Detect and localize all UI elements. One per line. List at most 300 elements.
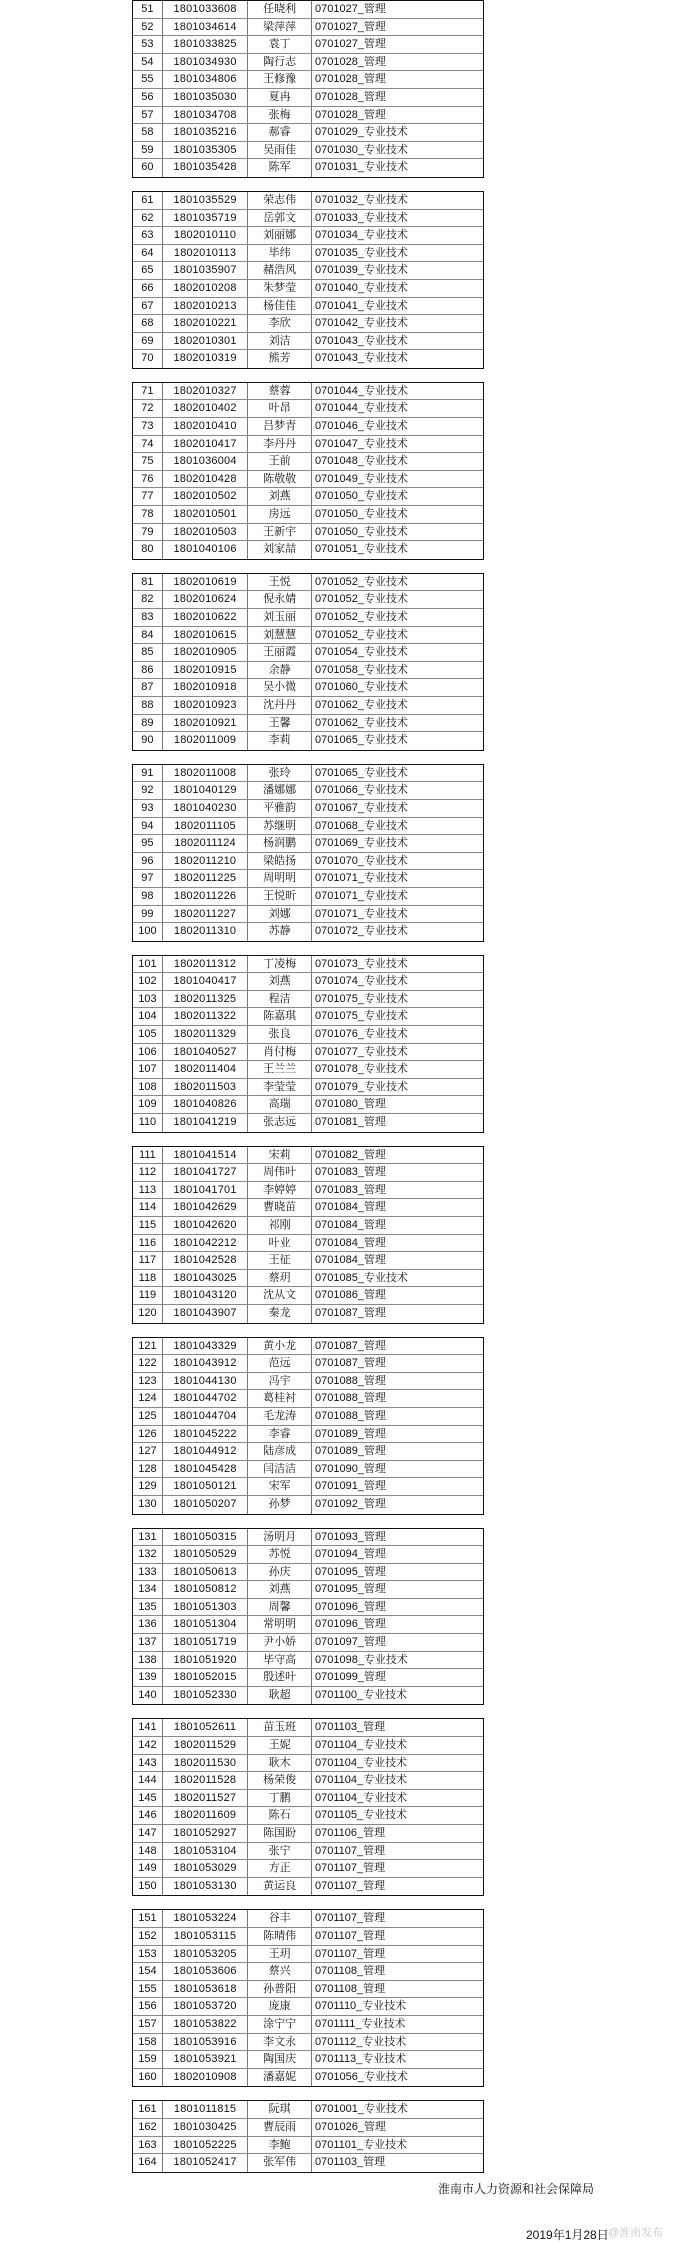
position-code-cell: 0701090_管理: [314, 1462, 386, 1475]
exam-id-cell: 1801030425: [163, 2119, 249, 2136]
exam-id-cell: 1801035428: [163, 159, 249, 177]
candidate-name-cell: 沈丹丹: [248, 697, 312, 714]
table-row: [133, 1355, 483, 1373]
position-code-cell: 0701054_专业技术: [314, 646, 408, 659]
candidate-name-cell: 耿超: [248, 1687, 312, 1705]
table-row: [133, 524, 483, 542]
candidate-name-cell: 王丽霞: [248, 644, 312, 661]
row-number-cell: 95: [133, 835, 163, 852]
row-number-cell: 154: [133, 1963, 163, 1980]
table-row: [133, 1270, 483, 1288]
table-row: [133, 2016, 483, 2034]
candidate-name-cell: 陈晴伟: [248, 1928, 312, 1945]
candidate-name-cell: 李莹莹: [248, 1079, 312, 1096]
table-row: [133, 662, 483, 680]
row-number-cell: 82: [133, 591, 163, 608]
position-code-cell: 0701075_专业技术: [314, 992, 408, 1005]
position-code-cell: 0701047_专业技术: [314, 437, 408, 450]
position-code-cell: 0701044_专业技术: [314, 402, 408, 415]
row-number-cell: 131: [133, 1529, 163, 1546]
position-code-cell: 0701093_管理: [314, 1530, 386, 1543]
candidate-name-cell: 张梅: [248, 107, 312, 124]
exam-id-cell: 1801033825: [163, 36, 249, 53]
table-row: [133, 1790, 483, 1808]
table-row: [133, 159, 483, 177]
row-number-cell: 91: [133, 765, 163, 782]
exam-id-cell: 1802010327: [163, 383, 249, 400]
exam-id-cell: 1801053029: [163, 1860, 249, 1877]
row-number-cell: 96: [133, 853, 163, 870]
row-number-cell: 81: [133, 574, 163, 591]
table-row: [133, 1843, 483, 1861]
exam-id-cell: 1801045222: [163, 1426, 249, 1443]
row-number-cell: 113: [133, 1182, 163, 1199]
candidate-name-cell: 刘燕: [248, 1581, 312, 1598]
row-number-cell: 90: [133, 732, 163, 750]
exam-id-cell: 1802010319: [163, 350, 249, 368]
position-code-cell: 0701043_专业技术: [314, 334, 408, 347]
candidate-name-cell: 袁丁: [248, 36, 312, 53]
exam-id-cell: 1801034930: [163, 54, 249, 71]
position-code-cell: 0701103_管理: [314, 1721, 386, 1734]
candidate-name-cell: 平雅韵: [248, 800, 312, 817]
table-row: [133, 679, 483, 697]
position-code-cell: 0701104_专业技术: [314, 1739, 408, 1752]
candidate-name-cell: 曹辰雨: [248, 2119, 312, 2136]
table-row: [133, 1252, 483, 1270]
exam-id-cell: 1802010622: [163, 609, 249, 626]
exam-id-cell: 1801041701: [163, 1182, 249, 1199]
row-number-cell: 85: [133, 644, 163, 661]
table-row: [133, 1426, 483, 1444]
exam-id-cell: 1802010619: [163, 574, 249, 591]
row-number-cell: 151: [133, 1910, 163, 1927]
candidate-name-cell: 冯宇: [248, 1373, 312, 1390]
exam-id-cell: 1802010501: [163, 506, 249, 523]
row-number-cell: 65: [133, 262, 163, 279]
candidate-name-cell: 宋莉: [248, 1147, 312, 1164]
table-row: [133, 1061, 483, 1079]
exam-id-cell: 1801040106: [163, 541, 249, 559]
table-row: [133, 973, 483, 991]
position-code-cell: 0701066_专业技术: [314, 784, 408, 797]
exam-id-cell: 1801044702: [163, 1390, 249, 1407]
candidate-name-cell: 李睿: [248, 1426, 312, 1443]
candidate-name-cell: 周馨: [248, 1599, 312, 1616]
row-number-cell: 79: [133, 524, 163, 541]
candidate-name-cell: 潘嘉妮: [248, 2069, 312, 2087]
candidate-name-cell: 沈从文: [248, 1287, 312, 1304]
position-code-cell: 0701071_专业技术: [314, 872, 408, 885]
row-number-cell: 59: [133, 142, 163, 159]
exam-id-cell: 1801052611: [163, 1719, 249, 1736]
exam-id-cell: 1802011210: [163, 853, 249, 870]
exam-id-cell: 1801040527: [163, 1044, 249, 1061]
row-number-cell: 74: [133, 436, 163, 453]
table-row: [133, 1755, 483, 1773]
candidate-name-cell: 刘慧慧: [248, 627, 312, 644]
candidate-name-cell: 张宁: [248, 1843, 312, 1860]
position-code-cell: 0701113_专业技术: [314, 2053, 407, 2066]
table-row: [133, 1529, 483, 1547]
table-row: [133, 298, 483, 316]
row-number-cell: 98: [133, 888, 163, 905]
candidate-name-cell: 曹晓苗: [248, 1199, 312, 1216]
row-number-cell: 159: [133, 2051, 163, 2068]
row-number-cell: 112: [133, 1164, 163, 1181]
table-row: [133, 906, 483, 924]
row-number-cell: 104: [133, 1008, 163, 1025]
row-number-cell: 161: [133, 2101, 163, 2118]
table-row: [133, 1235, 483, 1253]
row-number-cell: 56: [133, 89, 163, 106]
candidate-name-cell: 刘燕: [248, 488, 312, 505]
candidate-name-cell: 陈敬敬: [248, 471, 312, 488]
row-number-cell: 77: [133, 488, 163, 505]
table-row: [133, 1217, 483, 1235]
position-code-cell: 0701087_管理: [314, 1357, 386, 1370]
row-number-cell: 66: [133, 280, 163, 297]
exam-id-cell: 1801042212: [163, 1235, 249, 1252]
candidate-name-cell: 张良: [248, 1026, 312, 1043]
exam-id-cell: 1801040129: [163, 782, 249, 799]
exam-id-cell: 1802010113: [163, 245, 249, 262]
exam-id-cell: 1802011105: [163, 818, 249, 835]
candidate-name-cell: 肖付梅: [248, 1044, 312, 1061]
exam-id-cell: 1801041727: [163, 1164, 249, 1181]
exam-id-cell: 1801052225: [163, 2137, 249, 2154]
position-code-cell: 0701052_专业技术: [314, 628, 408, 641]
row-number-cell: 109: [133, 1096, 163, 1113]
row-number-cell: 72: [133, 400, 163, 417]
exam-id-cell: 1801053115: [163, 1928, 249, 1945]
position-code-cell: 0701028_管理: [314, 73, 386, 86]
exam-id-cell: 1801051304: [163, 1616, 249, 1633]
candidate-name-cell: 陆彦成: [248, 1443, 312, 1460]
table-row: [133, 835, 483, 853]
position-code-cell: 0701049_专业技术: [314, 472, 408, 485]
table-row: [133, 591, 483, 609]
table-row: [133, 488, 483, 506]
row-number-cell: 149: [133, 1860, 163, 1877]
position-code-cell: 0701107_管理: [314, 1844, 386, 1857]
candidate-name-cell: 陈国盼: [248, 1825, 312, 1842]
table-row: [133, 280, 483, 298]
row-number-cell: 148: [133, 1843, 163, 1860]
table-row: [133, 609, 483, 627]
row-number-cell: 103: [133, 991, 163, 1008]
candidate-name-cell: 孙梦: [248, 1496, 312, 1514]
position-code-cell: 0701041_专业技术: [314, 299, 408, 312]
position-code-cell: 0701104_专业技术: [314, 1774, 408, 1787]
exam-id-cell: 1801041514: [163, 1147, 249, 1164]
candidate-name-cell: 任晓利: [248, 1, 312, 18]
position-code-cell: 0701096_管理: [314, 1618, 386, 1631]
position-code-cell: 0701089_管理: [314, 1445, 386, 1458]
candidate-name-cell: 蔡蓉: [248, 383, 312, 400]
candidate-name-cell: 梁萍萍: [248, 19, 312, 36]
candidate-name-cell: 苗玉班: [248, 1719, 312, 1736]
position-code-cell: 0701028_管理: [314, 108, 386, 121]
position-code-cell: 0701073_专业技术: [314, 957, 408, 970]
exam-id-cell: 1802010502: [163, 488, 249, 505]
position-code-cell: 0701104_专业技术: [314, 1791, 408, 1804]
position-code-cell: 0701095_管理: [314, 1583, 386, 1596]
exam-id-cell: 1802010208: [163, 280, 249, 297]
row-number-cell: 121: [133, 1338, 163, 1355]
candidate-name-cell: 方正: [248, 1860, 312, 1877]
exam-id-cell: 1801034708: [163, 107, 249, 124]
position-code-cell: 0701042_专业技术: [314, 317, 408, 330]
position-code-cell: 0701080_管理: [314, 1098, 386, 1111]
table-row: [133, 1946, 483, 1964]
row-number-cell: 134: [133, 1581, 163, 1598]
candidate-name-cell: 程洁: [248, 991, 312, 1008]
table-row: [133, 1008, 483, 1026]
row-number-cell: 106: [133, 1044, 163, 1061]
table-row: [133, 1443, 483, 1461]
candidate-name-cell: 陈嘉琪: [248, 1008, 312, 1025]
candidate-name-cell: 王征: [248, 1252, 312, 1269]
table-row: [133, 1408, 483, 1426]
exam-id-cell: 1801033608: [163, 1, 249, 18]
row-number-cell: 119: [133, 1287, 163, 1304]
table-row: [133, 1807, 483, 1825]
candidate-name-cell: 王修豫: [248, 71, 312, 88]
position-code-cell: 0701086_管理: [314, 1289, 386, 1302]
row-number-cell: 123: [133, 1373, 163, 1390]
row-number-cell: 114: [133, 1199, 163, 1216]
candidate-name-cell: 耿木: [248, 1755, 312, 1772]
exam-id-cell: 1802010428: [163, 471, 249, 488]
row-number-cell: 140: [133, 1687, 163, 1705]
position-code-cell: 0701035_专业技术: [314, 246, 408, 259]
candidate-name-cell: 陈石: [248, 1807, 312, 1824]
row-number-cell: 67: [133, 298, 163, 315]
row-number-cell: 133: [133, 1564, 163, 1581]
table-row: [133, 1199, 483, 1217]
candidate-name-cell: 常明明: [248, 1616, 312, 1633]
candidate-name-cell: 孙普阳: [248, 1981, 312, 1998]
row-number-cell: 69: [133, 333, 163, 350]
table-row: [133, 782, 483, 800]
exam-id-cell: 1802011404: [163, 1061, 249, 1078]
position-code-cell: 0701100_专业技术: [314, 1688, 408, 1701]
position-code-cell: 0701092_管理: [314, 1497, 386, 1510]
exam-id-cell: 1801053205: [163, 1946, 249, 1963]
exam-id-cell: 1801052330: [163, 1687, 249, 1705]
table-row: [133, 1687, 483, 1705]
position-code-cell: 0701084_管理: [314, 1236, 386, 1249]
position-code-cell: 0701108_管理: [314, 1982, 386, 1995]
exam-id-cell: 1801050315: [163, 1529, 249, 1546]
position-code-cell: 0701101_专业技术: [314, 2138, 408, 2151]
table-row: [133, 627, 483, 645]
candidate-name-cell: 吴雨佳: [248, 142, 312, 159]
exam-id-cell: 1801035305: [163, 142, 249, 159]
row-number-cell: 89: [133, 715, 163, 732]
candidate-name-cell: 王妮: [248, 1737, 312, 1754]
exam-id-cell: 1801040417: [163, 973, 249, 990]
candidate-name-cell: 李婷婷: [248, 1182, 312, 1199]
row-number-cell: 157: [133, 2016, 163, 2033]
table-row: [133, 89, 483, 107]
position-code-cell: 0701082_管理: [314, 1148, 386, 1161]
table-row: [133, 1599, 483, 1617]
candidate-name-cell: 毕守高: [248, 1652, 312, 1669]
exam-id-cell: 1802011225: [163, 870, 249, 887]
exam-id-cell: 1801043120: [163, 1287, 249, 1304]
exam-id-cell: 1802010918: [163, 679, 249, 696]
table-row: [133, 1928, 483, 1946]
table-row: [133, 697, 483, 715]
row-number-cell: 110: [133, 1114, 163, 1132]
row-number-cell: 137: [133, 1634, 163, 1651]
position-code-cell: 0701094_管理: [314, 1548, 386, 1561]
position-code-cell: 0701096_管理: [314, 1600, 386, 1613]
row-number-cell: 160: [133, 2069, 163, 2087]
table-row: [133, 436, 483, 454]
exam-id-cell: 1802011329: [163, 1026, 249, 1043]
exam-id-cell: 1802010624: [163, 591, 249, 608]
table-row: [133, 1305, 483, 1323]
position-code-cell: 0701111_专业技术: [314, 2017, 406, 2030]
position-code-cell: 0701046_专业技术: [314, 420, 408, 433]
candidate-name-cell: 葛桂衬: [248, 1390, 312, 1407]
position-code-cell: 0701062_专业技术: [314, 698, 408, 711]
position-code-cell: 0701056_专业技术: [314, 2070, 408, 2083]
position-code-cell: 0701068_专业技术: [314, 819, 408, 832]
row-number-cell: 111: [133, 1147, 163, 1164]
table-row: [133, 54, 483, 72]
table-row: [133, 142, 483, 160]
row-number-cell: 68: [133, 315, 163, 332]
table-block: [132, 1909, 484, 2087]
exam-id-cell: 1802011009: [163, 732, 249, 750]
table-block: [132, 764, 484, 942]
candidate-name-cell: 张军伟: [248, 2154, 312, 2172]
candidate-name-cell: 涂宁宁: [248, 2016, 312, 2033]
position-code-cell: 0701060_专业技术: [314, 681, 408, 694]
row-number-cell: 147: [133, 1825, 163, 1842]
exam-id-cell: 1801035030: [163, 89, 249, 106]
row-number-cell: 124: [133, 1390, 163, 1407]
position-code-cell: 0701030_专业技术: [314, 143, 408, 156]
exam-id-cell: 1801040826: [163, 1096, 249, 1113]
position-code-cell: 0701107_管理: [314, 1929, 386, 1942]
position-code-cell: 0701084_管理: [314, 1219, 386, 1231]
exam-id-cell: 1801045428: [163, 1461, 249, 1478]
exam-id-cell: 1801050613: [163, 1564, 249, 1581]
exam-id-cell: 1802011528: [163, 1772, 249, 1789]
exam-id-cell: 1802010213: [163, 298, 249, 315]
table-row: [133, 36, 483, 54]
row-number-cell: 152: [133, 1928, 163, 1945]
row-number-cell: 102: [133, 973, 163, 990]
position-code-cell: 0701028_管理: [314, 90, 386, 103]
row-number-cell: 135: [133, 1599, 163, 1616]
exam-id-cell: 1801042620: [163, 1217, 249, 1234]
row-number-cell: 142: [133, 1737, 163, 1754]
exam-id-cell: 1801053921: [163, 2051, 249, 2068]
candidate-name-cell: 朱梦莹: [248, 280, 312, 297]
table-row: [133, 1164, 483, 1182]
row-number-cell: 130: [133, 1496, 163, 1514]
position-code-cell: 0701027_管理: [314, 38, 386, 51]
table-row: [133, 471, 483, 489]
position-code-cell: 0701107_管理: [314, 1912, 386, 1925]
exam-id-cell: 1802010908: [163, 2069, 249, 2087]
position-code-cell: 0701087_管理: [314, 1306, 386, 1319]
table-row: [133, 1910, 483, 1928]
exam-id-cell: 1802011529: [163, 1737, 249, 1754]
position-code-cell: 0701087_管理: [314, 1339, 386, 1352]
position-code-cell: 0701029_专业技术: [314, 126, 408, 139]
position-code-cell: 0701105_专业技术: [314, 1809, 408, 1822]
exam-id-cell: 1801050121: [163, 1478, 249, 1495]
position-code-cell: 0701079_专业技术: [314, 1080, 408, 1093]
candidate-name-cell: 王新宇: [248, 524, 312, 541]
row-number-cell: 107: [133, 1061, 163, 1078]
table-row: [133, 2119, 483, 2137]
candidate-name-cell: 杨润鹏: [248, 835, 312, 852]
candidate-name-cell: 丁凌梅: [248, 956, 312, 973]
candidate-name-cell: 刘娜: [248, 906, 312, 923]
table-row: [133, 870, 483, 888]
table-row: [133, 1772, 483, 1790]
row-number-cell: 70: [133, 350, 163, 368]
exam-id-cell: 1801034614: [163, 19, 249, 36]
table-row: [133, 71, 483, 89]
candidate-name-cell: 高瑞: [248, 1096, 312, 1113]
issuing-organization: 淮南市人力资源和社会保障局: [438, 2182, 595, 2196]
row-number-cell: 88: [133, 697, 163, 714]
candidate-name-cell: 庞康: [248, 1998, 312, 2015]
candidate-name-cell: 黄小龙: [248, 1338, 312, 1355]
position-code-cell: 0701083_管理: [314, 1183, 386, 1196]
candidate-name-cell: 谷丰: [248, 1910, 312, 1927]
row-number-cell: 52: [133, 19, 163, 36]
exam-id-cell: 1801050529: [163, 1546, 249, 1563]
position-code-cell: 0701095_管理: [314, 1565, 386, 1578]
table-row: [133, 333, 483, 351]
table-row: [133, 1737, 483, 1755]
row-number-cell: 158: [133, 2034, 163, 2051]
table-row: [133, 2069, 483, 2087]
candidate-name-cell: 李欣: [248, 315, 312, 332]
table-row: [133, 1079, 483, 1097]
candidate-name-cell: 陶行志: [248, 54, 312, 71]
exam-id-cell: 1801035907: [163, 262, 249, 279]
position-code-cell: 0701033_专业技术: [314, 211, 408, 224]
table-row: [133, 1878, 483, 1896]
candidate-name-cell: 熊芳: [248, 350, 312, 368]
position-code-cell: 0701072_专业技术: [314, 925, 408, 938]
exam-id-cell: 1801043329: [163, 1338, 249, 1355]
candidate-name-cell: 苏继明: [248, 818, 312, 835]
candidate-name-cell: 闫洁洁: [248, 1461, 312, 1478]
row-number-cell: 116: [133, 1235, 163, 1252]
table-block: [132, 573, 484, 751]
candidate-name-cell: 夏冉: [248, 89, 312, 106]
position-code-cell: 0701089_管理: [314, 1427, 386, 1440]
table-row: [133, 192, 483, 210]
table-row: [133, 418, 483, 436]
row-number-cell: 61: [133, 192, 163, 209]
position-code-cell: 0701097_管理: [314, 1636, 386, 1649]
candidate-name-cell: 杨荣俊: [248, 1772, 312, 1789]
row-number-cell: 58: [133, 124, 163, 141]
